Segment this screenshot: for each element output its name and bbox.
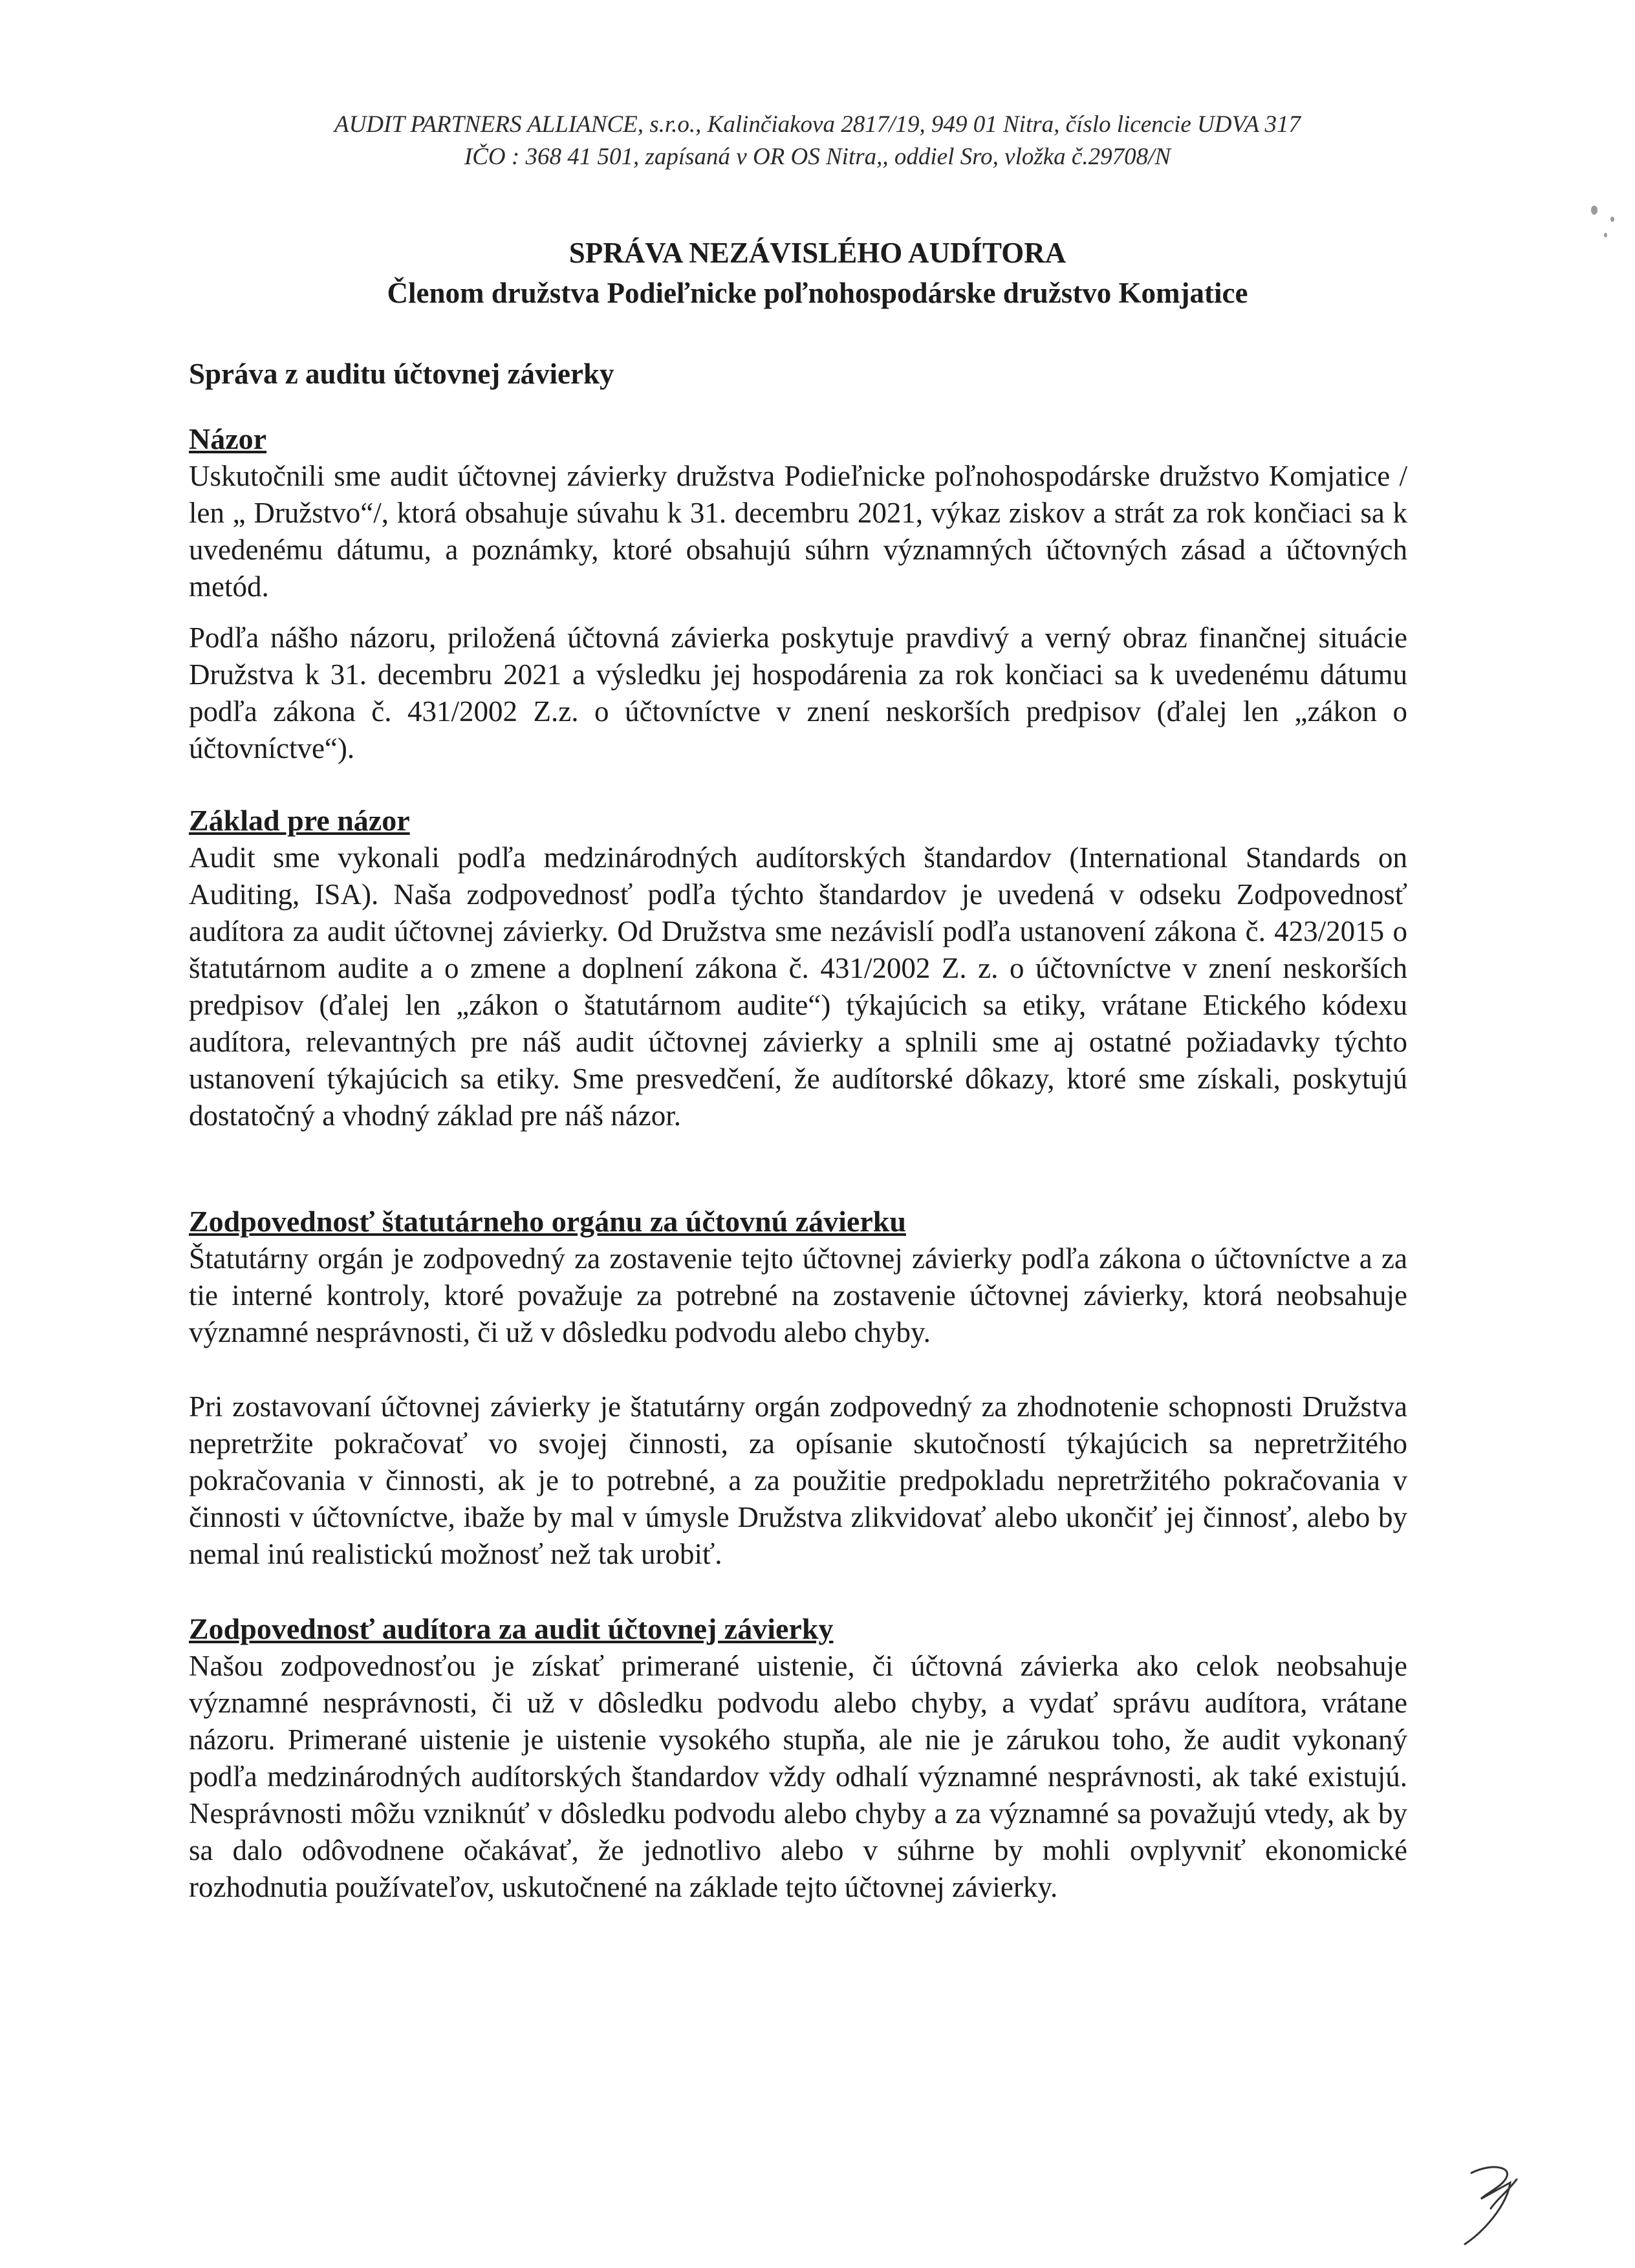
- auditor-paragraph: Našou zodpovednosťou je získať primerané uistenie, či účtovná závierka ako celok neobsahuje významné nesprávnosti, či už v dôsledku podvodu alebo chyby, a vydať správu audítora, vrátane názoru. Primerané uistenie je uistenie vysokého stupňa, ale nie je zárukou toho, že audit vykonaný podľa medzinárodných audítorských štandardov vždy odhalí významné nesprávnosti, ak také existujú. Nesprávnosti môžu vzniknúť v dôsledku podvodu alebo chyby a za významné sa považujú vtedy, ak by sa dalo odôvodnene očakávať, že jednotlivo alebo v súhrne by mohli ovplyvniť ekonomické rozhodnutia používateľov, uskutočnené na základe tejto účtovnej závierky.: [189, 1650, 1407, 1903]
- statutory-heading: Zodpovednosť štatutárneho orgánu za účtovnú závierku: [189, 1205, 906, 1238]
- letterhead-line-2: IČO : 368 41 501, zapísaná v OR OS Nitra,, oddiel Sro, vložka č.29708/N: [464, 144, 1171, 170]
- opinion-paragraph-1: Uskutočnili sme audit účtovnej závierky družstva Podieľnicke poľnohospodárske družstvo Komjatice / len „ Družstvo“/, ktorá obsahuje súvahu k 31. decembru 2021, výkaz ziskov a strát za rok končiaci sa k uvedenému dátumu, a poznámky, ktoré obsahujú súhrn významných účtovných zásad a účtovných metód.: [189, 460, 1407, 603]
- basis-paragraph: Audit sme vykonali podľa medzinárodných audítorských štandardov (International Standards on Auditing, ISA). Naša zodpovednosť podľa týchto štandardov je uvedená v odseku Zodpovednosť audítora za audit účtovnej závierky. Od Družstva sme nezávislí podľa ustanovení zákona č. 423/2015 o štatutárnom audite a o zmene a doplnení zákona č. 431/2002 Z. z. o účtovníctve v znení neskorších predpisov (ďalej len „zákon o štatutárnom audite“) týkajúcich sa etiky, vrátane Etického kódexu audítora, relevantných pre náš audit účtovnej závierky a splnili sme aj ostatné požiadavky týchto ustanovení týkajúcich sa etiky. Sme presvedčení, že audítorské dôkazy, ktoré sme získali, poskytujú dostatočný a vhodný základ pre náš názor.: [189, 841, 1407, 1132]
- initials-signature: [1446, 2154, 1543, 2251]
- statutory-paragraph-2: Pri zostavovaní účtovnej závierky je štatutárny orgán zodpovedný za zhodnotenie schopnosti Družstva nepretržite pokračovať vo svojej činnosti, za opísanie skutočností týkajúcich sa nepretržitého pokračovania v činnosti, ak je to potrebné, a za použitie predpokladu nepretržitého pokračovania v činnosti v účtovníctve, ibaže by mal v úmysle Družstva zlikvidovať alebo ukončiť jej činnosť, alebo by nemal inú realistickú možnosť než tak urobiť.: [189, 1390, 1407, 1570]
- report-title-line-2: Členom družstva Podieľnicke poľnohospodárske družstvo Komjatice: [387, 277, 1248, 309]
- basis-section: [189, 802, 1407, 1149]
- statutory-section: [189, 1203, 1407, 1587]
- statutory-paragraph-1: Štatutárny orgán je zodpovedný za zostavenie tejto účtovnej závierky podľa zákona o účtovníctve a za tie interné kontroly, ktoré považuje za potrebné na zostavenie účtovnej závierky, ktorá neobsahuje významné nesprávnosti, či už v dôsledku podvodu alebo chyby.: [189, 1242, 1407, 1348]
- opinion-paragraph-2: Podľa nášho názoru, priložená účtovná závierka poskytuje pravdivý a verný obraz finančnej situácie Družstva k 31. decembru 2021 a výsledku jej hospodárenia za rok končiaci sa k uvedenému dátumu podľa zákona č. 431/2002 Z.z. o účtovníctve v znení neskorších predpisov (ďalej len „zákon o účtovníctve“).: [189, 621, 1407, 764]
- scan-mark: [1604, 233, 1607, 237]
- scan-mark: [1610, 217, 1614, 222]
- basis-heading: Základ pre názor: [189, 804, 410, 837]
- letterhead-line-1: AUDIT PARTNERS ALLIANCE, s.r.o., Kalinčiakova 2817/19, 949 01 Nitra, číslo licencie UDVA 317: [334, 111, 1301, 138]
- letterhead: [0, 109, 1635, 173]
- report-title: [0, 233, 1635, 313]
- section-title: Správa z auditu účtovnej závierky: [189, 358, 614, 390]
- report-title-line-1: SPRÁVA NEZÁVISLÉHO AUDÍTORA: [568, 237, 1067, 269]
- opinion-section: [189, 420, 1407, 781]
- auditor-heading: Zodpovednosť audítora za audit účtovnej závierky: [189, 1612, 834, 1645]
- opinion-heading: Názor: [189, 422, 267, 455]
- auditor-section: [189, 1610, 1407, 1920]
- scan-mark: [1591, 206, 1597, 215]
